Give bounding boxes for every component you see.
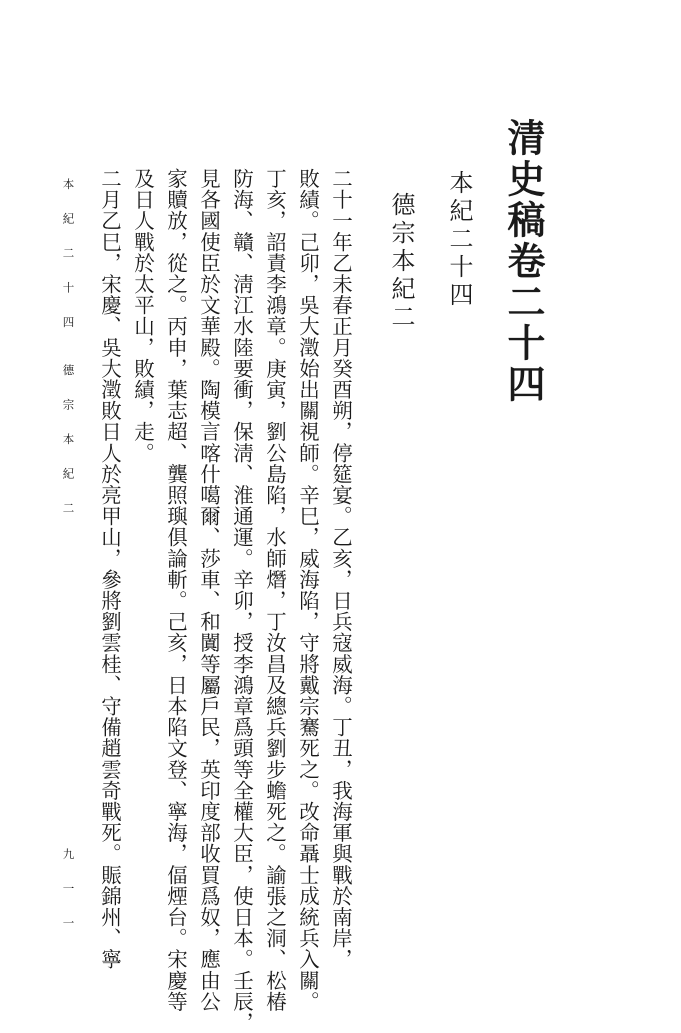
chapter-heading: 德宗本紀二 [387, 192, 415, 332]
volume-title: 清史稿卷二十四 [501, 118, 546, 405]
body-column-5: 見各國使臣於文華殿。陶模言喀什噶爾、莎車、和闐等屬戶民，英印度部收買爲奴，應由公 [196, 168, 221, 1012]
body-column-2: 敗績。己卯，吳大澂始出關視師。辛巳，威海陷，守將戴宗騫死之。改命聶士成統兵入關。 [295, 168, 320, 1012]
body-column-6: 家贖放，從之。丙申，葉志超、龔照璵俱論斬。己亥，日本陷文登、寧海，偪煙台。宋慶等 [163, 168, 188, 1012]
body-column-3: 丁亥，詔責李鴻章。庚寅，劉公島陷，水師熸，丁汝昌及總兵劉步蟾死之。諭張之洞、松椿 [262, 168, 287, 1012]
body-column-1: 二十一年乙未春正月癸酉朔，停筵宴。乙亥，日兵寇威海。丁丑，我海軍與戰於南岸， [328, 168, 353, 970]
juan-heading: 本紀二十四 [445, 170, 473, 310]
body-column-8: 二月乙巳，宋慶、吳大澂敗日人於亮甲山，參將劉雲桂、守備趙雲奇戰死。賑錦州、寧 [97, 168, 122, 970]
body-column-4: 防海、贛、淸江水陸要衝，保淸、淮通運。辛卯，授李鴻章爲頭等全權大臣，使日本。壬辰， [229, 168, 254, 1033]
running-header: 本 紀 二 十 四 德 宗 本 紀 二 [61, 178, 76, 518]
body-column-7: 及日人戰於太平山，敗績，走。 [130, 168, 155, 464]
page-number: 九 一 一 [61, 848, 76, 933]
